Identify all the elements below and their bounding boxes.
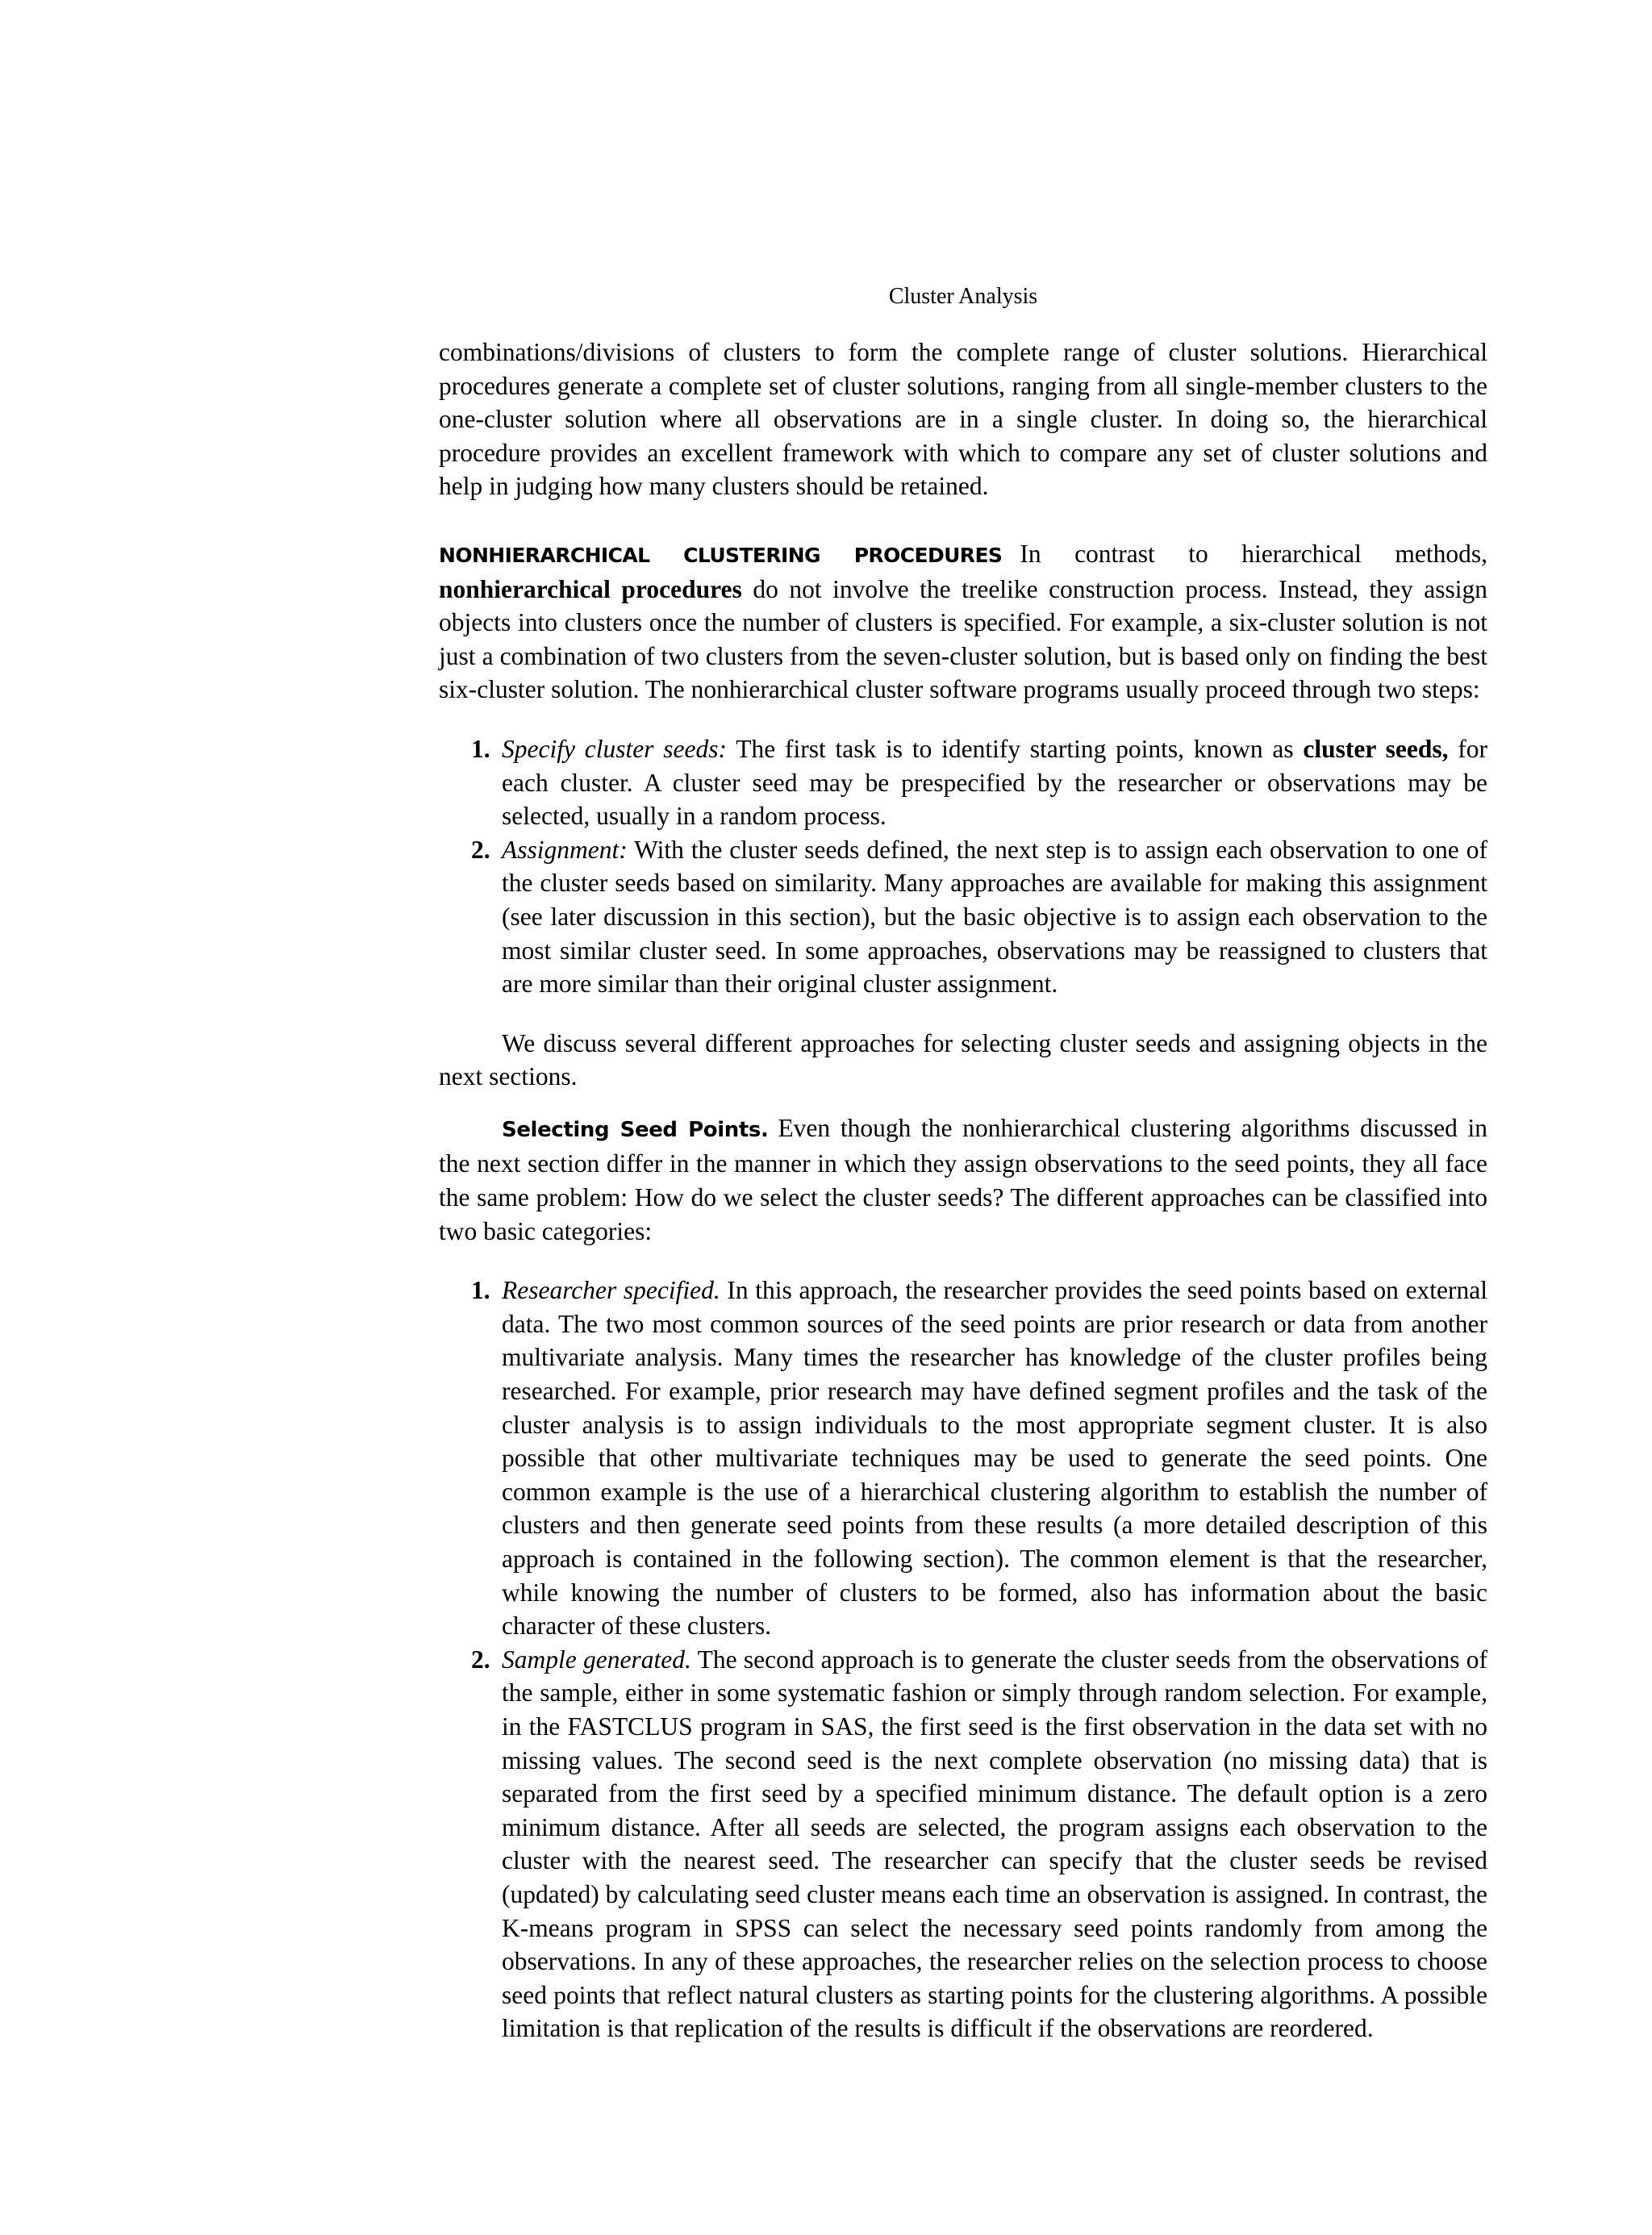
selecting-seed-points-paragraph — [439, 1111, 1487, 1248]
list-item-number: 1. — [471, 1276, 490, 1305]
body-text — [439, 336, 1487, 2045]
steps-list — [439, 732, 1487, 1001]
selecting-seed-points-text: Even though the nonhierarchical clustering algorithms discussed in the next section differ in the manner in which they assign observations to the seed points, they all face the same problem: How do we select the cluster seeds? The different approaches can be classified into two basic categories: — [439, 1113, 1488, 1245]
list-item-text-after: for each cluster. A cluster seed may be prespecified by the researcher or observations may be selected, usually in a random process. — [502, 734, 1488, 831]
list-item-label: Specify cluster seeds: — [502, 734, 727, 763]
running-head: Cluster Analysis — [888, 284, 1038, 309]
section-heading: NONHIERARCHICAL CLUSTERING PROCEDURES — [439, 543, 1003, 567]
list-item-label: Assignment: — [502, 835, 628, 864]
list-item-text-before: The first task is to identify starting points, known as — [736, 734, 1294, 763]
list-item-label: Researcher specified. — [502, 1276, 720, 1305]
list-item-text: In this approach, the researcher provides the seed points based on external data. The two most common sources of the seed points are prior research or data from another multivariate analysis. Many times the researcher has knowledge of the cluster profiles being researched. For example, prior research may have defined segment profiles and the task of the cluster analysis is to assign individuals to the most appropriate segment cluster. It is also possible that other multivariate techniques may be used to generate the seed points. One common example is the use of a hierarchical clustering algorithm to establish the number of clusters and then generate seed points from these results (a more detailed description of this approach is contained in the following section). The common element is that the researcher, while knowing the number of clusters to be formed, also has information about the basic character of these clusters. — [502, 1276, 1487, 1641]
list-item-text: The second approach is to generate the cluster seeds from the observations of the sample, either in some systematic fashion or simply through random selection. For example, in the FASTCLUS program in SAS, the first seed is the first observation in the data set with no missing values. The second seed is the next complete observation (no missing data) that is separated from the first seed by a specified minimum distance. The default option is a zero minimum distance. After all seeds are selected, the program assigns each observation to the cluster with the nearest seed. The researcher can specify that the cluster seeds be revised (updated) by calculating seed cluster means each time an observation is assigned. In contrast, the K-means program in SPSS can select the necessary seed points randomly from among the observations. In any of these approaches, the researcher relies on the selection process to choose seed points that reflect natural clusters as starting points for the clustering algorithms. A possible limitation is that replication of the results is difficult if the observations are reordered. — [502, 1645, 1487, 2043]
nonhierarchical-paragraph — [439, 537, 1487, 707]
nonhierarchical-text-before: In contrast to hierarchical methods, — [1020, 539, 1488, 568]
list-item — [439, 732, 1487, 833]
list-item-label: Sample generated. — [502, 1645, 691, 1674]
list-item-number: 2. — [471, 1645, 490, 1674]
list-item-number: 1. — [471, 734, 490, 763]
list-item-number: 2. — [471, 835, 490, 864]
nonhierarchical-term: nonhierarchical procedures — [439, 574, 742, 603]
list-item — [439, 1274, 1487, 1643]
list-item — [439, 833, 1487, 1001]
nonhierarchical-text-after: do not involve the treelike construction process. Instead, they assign objects into clusters once the number of clusters is specified. For example, a six-cluster solution is not just a combination of two clusters from the seven-cluster solution, but is based only on finding the best six-cluster solution. The nonhierarchical cluster software programs usually proceed through two steps: — [439, 574, 1488, 704]
intro-paragraph: combinations/divisions of clusters to form the complete range of cluster solutions. Hierarchical procedures generate a complete set of cluster solutions, ranging from all single-member clusters to the one-cluster solution where all observations are in a single cluster. In doing so, the hierarchical procedure provides an excellent framework with which to compare any set of cluster solutions and help in judging how many clusters should be retained. — [439, 338, 1487, 501]
subsection-heading: Selecting Seed Points. — [502, 1117, 769, 1142]
list-item-term: cluster seeds, — [1303, 734, 1449, 763]
list-item-text: With the cluster seeds defined, the next step is to assign each observation to one of the cluster seeds based on similarity. Many approaches are available for making this assignment (see later discussion in this section), but the basic objective is to assign each observation to the most similar cluster seed. In some approaches, observations may be reassigned to clusters that are more similar than their original cluster assignment. — [502, 835, 1487, 999]
list-item — [439, 1643, 1487, 2045]
discussion-paragraph: We discuss several different approaches for selecting cluster seeds and assigning objects in the next sections. — [439, 1028, 1487, 1091]
categories-list — [439, 1274, 1487, 2045]
